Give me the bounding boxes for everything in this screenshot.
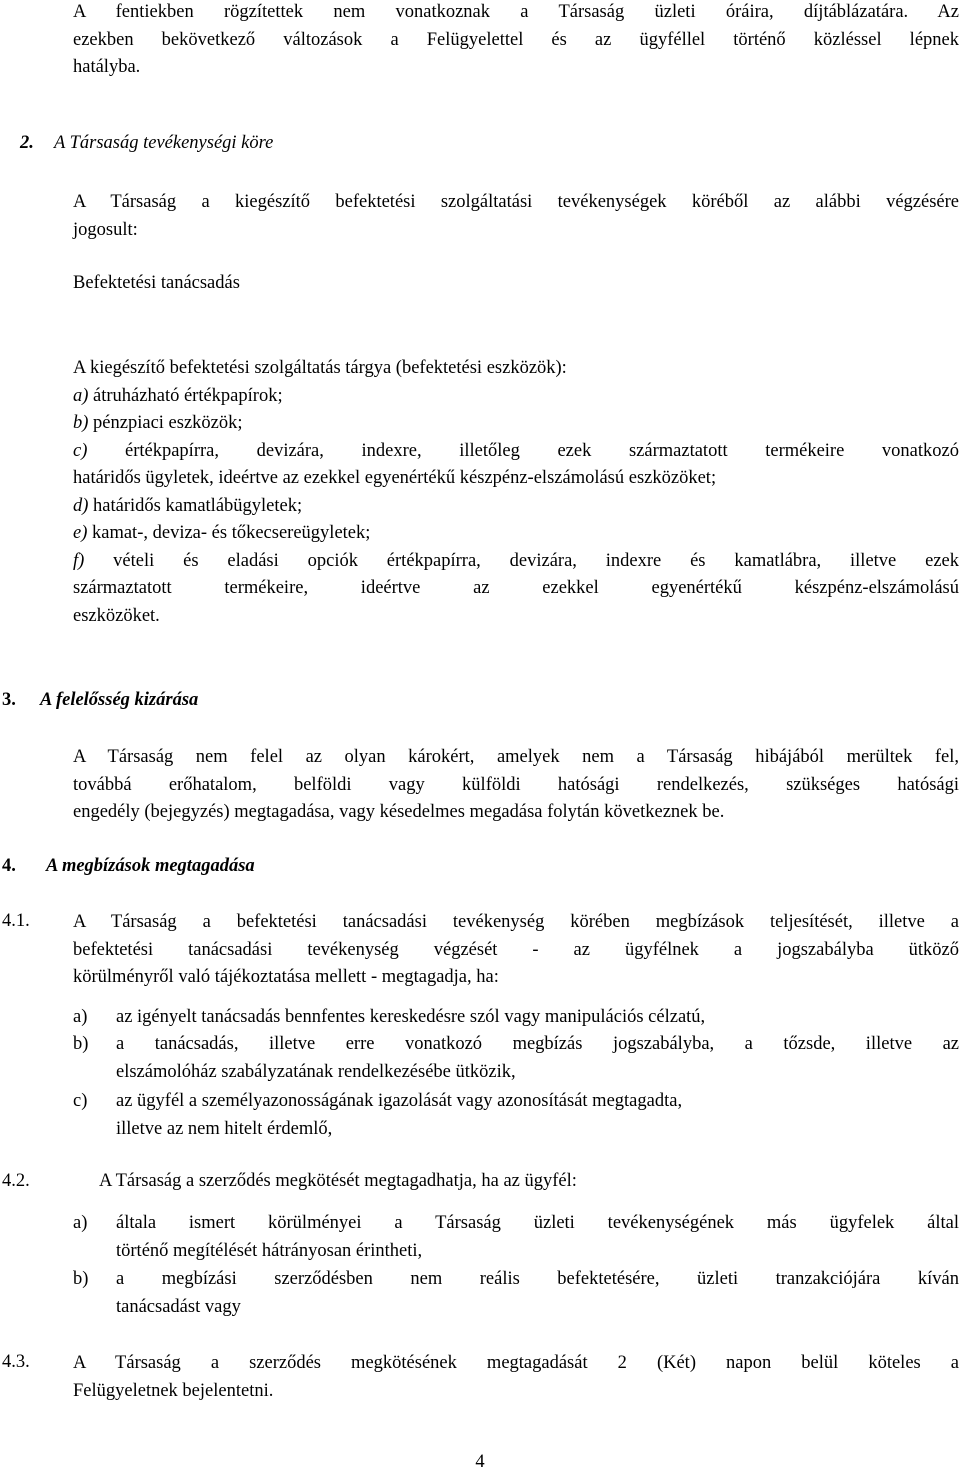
list-item-text: átruházható értékpapírok;	[93, 385, 283, 406]
list-marker: f)	[73, 550, 85, 571]
list-marker: e)	[73, 523, 88, 543]
list-marker: b)	[73, 413, 89, 433]
paragraph-intro: A Társaság a szerződés megkötését megtagadhatja, ha az ügyfél:	[99, 1171, 577, 1191]
section-3-number: 3.	[2, 690, 16, 710]
list-item-text: a tanácsadás, illetve erre vonatkozó megbízás jogszabályba, a tőzsde, illetve az	[116, 1034, 959, 1054]
list-item	[73, 410, 959, 438]
paragraph-4-1	[73, 909, 959, 992]
paragraph-line: A Társaság a kiegészítő befektetési szolgáltatási tevékenységek köréből az alábbi végzésére	[73, 192, 959, 212]
paragraph-4-3	[73, 1350, 959, 1405]
list-item-text: általa ismert körülményei a Társaság üzleti tevékenységének más ügyfelek által	[116, 1213, 959, 1233]
list-item-text: határidős kamatlábügyletek;	[93, 495, 303, 516]
intro-line: ezekben bekövetkező változások a Felügyelettel és az ügyféllel történő közléssel lépnek	[73, 29, 959, 50]
list-item	[116, 1088, 959, 1143]
service-name: Befektetési tanácsadás	[73, 273, 240, 293]
paragraph-line: A Társaság a szerződés megkötésének megtagadását 2 (Két) napon belül köteles a	[73, 1353, 959, 1373]
section-2-number: 2.	[20, 133, 34, 153]
list-item	[116, 1210, 959, 1265]
list-item	[73, 438, 959, 466]
list-item-text: a megbízási szerződésben nem reális befektetésére, üzleti tranzakciójára kíván	[116, 1269, 959, 1289]
section-3-title: A felelősség kizárása	[40, 690, 199, 710]
list-item	[116, 1266, 959, 1321]
paragraph-line: körülményről való tájékoztatása mellett - megtagadja, ha:	[73, 967, 499, 987]
list-item	[116, 1031, 959, 1086]
paragraph-line: befektetési tanácsadási tevékenység végzését - az ügyfélnek a jogszabályba ütköző	[73, 939, 959, 960]
list-item-text: értékpapírra, devizára, indexre, illetőleg ezek származtatott termékeire vonatkozó	[125, 440, 959, 461]
list-marker: b)	[73, 1034, 89, 1054]
list-item-text: tanácsadást vagy	[116, 1296, 241, 1317]
intro-line: hatályba.	[73, 57, 141, 77]
list-item-text: az igényelt tanácsadás bennfentes kereskedésre szól vagy manipulációs célzatú,	[116, 1007, 706, 1027]
paragraph-number: 4.3.	[2, 1352, 30, 1372]
paragraph-number: 4.2.	[2, 1171, 30, 1191]
section-2-title: A Társaság tevékenységi köre	[54, 133, 274, 153]
list-marker: c)	[73, 440, 88, 461]
list-item	[73, 548, 959, 576]
list-item-text: vételi és eladási opciók értékpapírra, devizára, indexre és kamatlábra, illetve ezek	[113, 550, 959, 571]
list-intro: A kiegészítő befektetési szolgáltatás tárgya (befektetési eszközök):	[73, 358, 567, 378]
list-item-continuation: határidős ügyletek, ideértve az ezekkel egyenértékű készpénz-elszámolású eszközöket;	[73, 468, 717, 488]
section-4-title: A megbízások megtagadása	[46, 856, 255, 876]
list-item-text: kamat-, deviza- és tőkecsereügyletek;	[92, 523, 371, 543]
paragraph-line: jogosult:	[73, 219, 138, 240]
intro-paragraph	[73, 0, 959, 82]
paragraph-number: 4.1.	[2, 911, 30, 931]
list-marker: a)	[73, 385, 89, 406]
section-3-paragraph	[73, 744, 959, 827]
list-marker: b)	[73, 1269, 89, 1289]
paragraph-line: engedély (bejegyzés) megtagadása, vagy késedelmes megadása folytán következnek be.	[73, 802, 725, 822]
paragraph-line: Felügyeletnek bejelentetni.	[73, 1380, 274, 1401]
list-item-text: történő megítélését hátrányosan érintheti,	[116, 1240, 423, 1261]
list-item	[73, 383, 959, 411]
list-item-continuation: származtatott termékeire, ideértve az ezekkel egyenértékű készpénz-elszámolású	[73, 578, 959, 598]
section-2-paragraph	[73, 189, 959, 244]
intro-line: A fentiekben rögzítettek nem vonatkoznak a Társaság üzleti óráira, díjtáblázatára. Az	[73, 2, 959, 22]
section-4-number: 4.	[2, 856, 16, 876]
instrument-list	[73, 355, 959, 630]
page-number: 4	[475, 1452, 485, 1472]
paragraph-line: továbbá erőhatalom, belföldi vagy külföldi hatósági rendelkezés, szükséges hatósági	[73, 774, 959, 795]
list-marker: a)	[73, 1213, 88, 1233]
list-item	[73, 493, 959, 521]
list-item-text: elszámolóház szabályzatának rendelkezésébe ütközik,	[116, 1061, 516, 1082]
list-item-text: az ügyfél a személyazonosságának igazolását vagy azonosítását megtagadta,	[116, 1091, 683, 1111]
list-marker: c)	[73, 1091, 88, 1111]
list-marker: d)	[73, 495, 89, 516]
paragraph-line: A Társaság a befektetési tanácsadási tevékenység körében megbízások teljesítését, illetve a	[73, 912, 959, 932]
list-marker: a)	[73, 1007, 88, 1027]
paragraph-line: A Társaság nem felel az olyan károkért, amelyek nem a Társaság hibájából merültek fel,	[73, 747, 959, 767]
list-item	[73, 520, 959, 548]
list-item-continuation: eszközöket.	[73, 605, 160, 626]
list-item-text: pénzpiaci eszközök;	[93, 413, 243, 433]
list-item-text: illetve az nem hitelt érdemlő,	[116, 1118, 333, 1139]
